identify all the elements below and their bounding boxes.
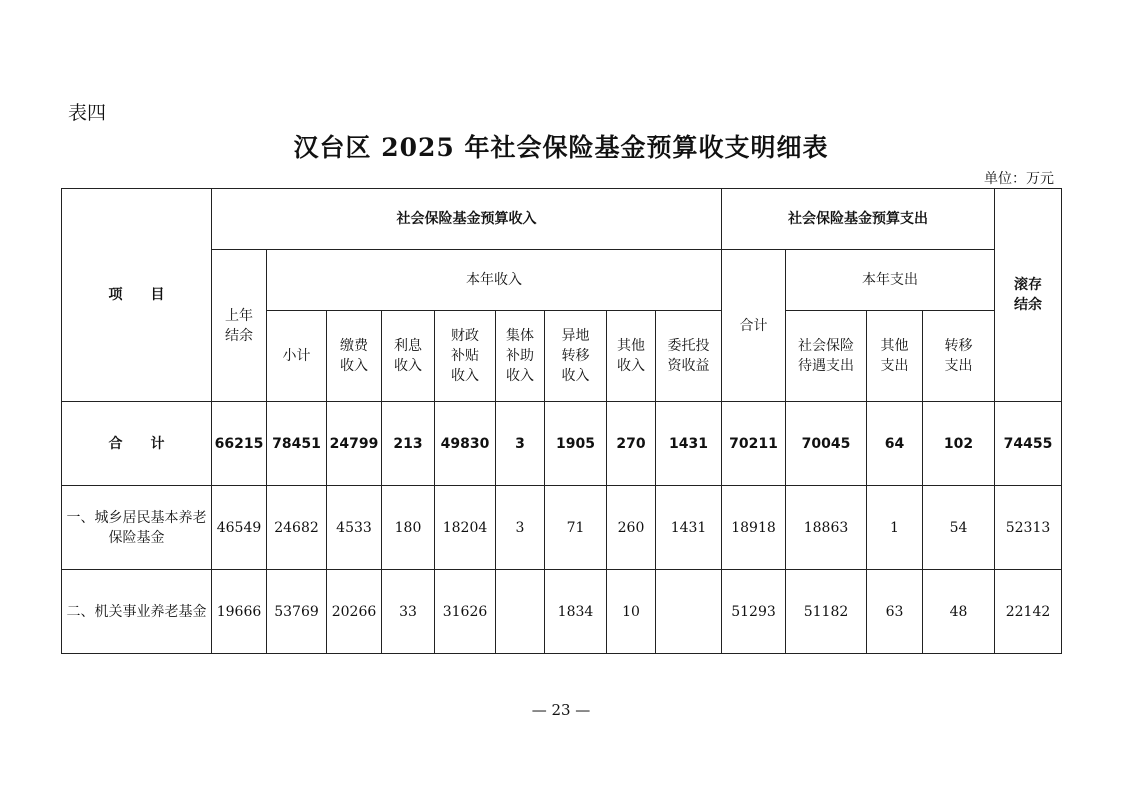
row-label: 一、城乡居民基本养老保险基金	[62, 486, 212, 570]
table-cell: 64	[867, 402, 923, 486]
table-cell: 24799	[327, 402, 382, 486]
table-row	[62, 486, 1062, 570]
table-cell: 18918	[722, 486, 786, 570]
expense-total-header: 合计	[722, 250, 786, 402]
current-expense-header: 本年支出	[786, 250, 995, 311]
table-number-label: 表四	[68, 102, 107, 124]
page-number: — 23 —	[531, 701, 591, 719]
table-cell: 53769	[267, 570, 327, 654]
table-cell: 70211	[722, 402, 786, 486]
benefit-expense-header: 社会保险 待遇支出	[786, 311, 867, 402]
table-cell: 3	[496, 402, 545, 486]
table-cell: 66215	[212, 402, 267, 486]
table-row	[62, 570, 1062, 654]
header-row-2	[62, 250, 1062, 311]
table-cell: 51182	[786, 570, 867, 654]
table-cell	[656, 570, 722, 654]
investment-income-header: 委托投 资收益	[656, 311, 722, 402]
table-cell: 31626	[435, 570, 496, 654]
table-cell: 4533	[327, 486, 382, 570]
table-row-total	[62, 402, 1062, 486]
interest-income-header: 利息 收入	[382, 311, 435, 402]
budget-table	[61, 188, 1062, 654]
other-income-header: 其他 收入	[607, 311, 656, 402]
table-cell: 3	[496, 486, 545, 570]
prev-balance-header: 上年 结余	[212, 250, 267, 402]
table-cell: 49830	[435, 402, 496, 486]
table-cell: 52313	[995, 486, 1062, 570]
table-cell: 1834	[545, 570, 607, 654]
table-cell: 54	[923, 486, 995, 570]
table-cell: 1	[867, 486, 923, 570]
table-cell: 22142	[995, 570, 1062, 654]
table-cell: 74455	[995, 402, 1062, 486]
table-cell: 63	[867, 570, 923, 654]
table-cell: 51293	[722, 570, 786, 654]
income-group-header: 社会保险基金预算收入	[212, 189, 722, 250]
contribution-income-header: 缴费 收入	[327, 311, 382, 402]
table-cell: 180	[382, 486, 435, 570]
table-cell: 1905	[545, 402, 607, 486]
expense-group-header: 社会保险基金预算支出	[722, 189, 995, 250]
other-expense-header: 其他 支出	[867, 311, 923, 402]
table-cell: 1431	[656, 402, 722, 486]
current-income-header: 本年收入	[267, 250, 722, 311]
table-cell: 70045	[786, 402, 867, 486]
table-cell: 48	[923, 570, 995, 654]
table-cell: 19666	[212, 570, 267, 654]
header-row-1	[62, 189, 1062, 250]
table-cell: 33	[382, 570, 435, 654]
income-subtotal-header: 小计	[267, 311, 327, 402]
collective-subsidy-header: 集体 补助 收入	[496, 311, 545, 402]
carryover-header: 滚存 结余	[995, 189, 1062, 402]
table-cell: 213	[382, 402, 435, 486]
table-cell: 102	[923, 402, 995, 486]
table-cell: 270	[607, 402, 656, 486]
table-cell: 10	[607, 570, 656, 654]
item-header: 项 目	[62, 189, 212, 402]
table-cell: 18204	[435, 486, 496, 570]
table-cell: 46549	[212, 486, 267, 570]
table-cell: 18863	[786, 486, 867, 570]
transfer-in-header: 异地 转移 收入	[545, 311, 607, 402]
transfer-out-header: 转移 支出	[923, 311, 995, 402]
table-cell: 71	[545, 486, 607, 570]
row-label: 二、机关事业养老基金	[62, 570, 212, 654]
unit-label: 单位：万元	[984, 171, 1054, 187]
table-cell: 24682	[267, 486, 327, 570]
row-label: 合 计	[62, 402, 212, 486]
table-cell: 20266	[327, 570, 382, 654]
table-cell: 1431	[656, 486, 722, 570]
table-cell	[496, 570, 545, 654]
table-cell: 260	[607, 486, 656, 570]
page-title: 汉台区 2025 年社会保险基金预算收支明细表	[293, 133, 829, 162]
fiscal-subsidy-header: 财政 补贴 收入	[435, 311, 496, 402]
table-cell: 78451	[267, 402, 327, 486]
